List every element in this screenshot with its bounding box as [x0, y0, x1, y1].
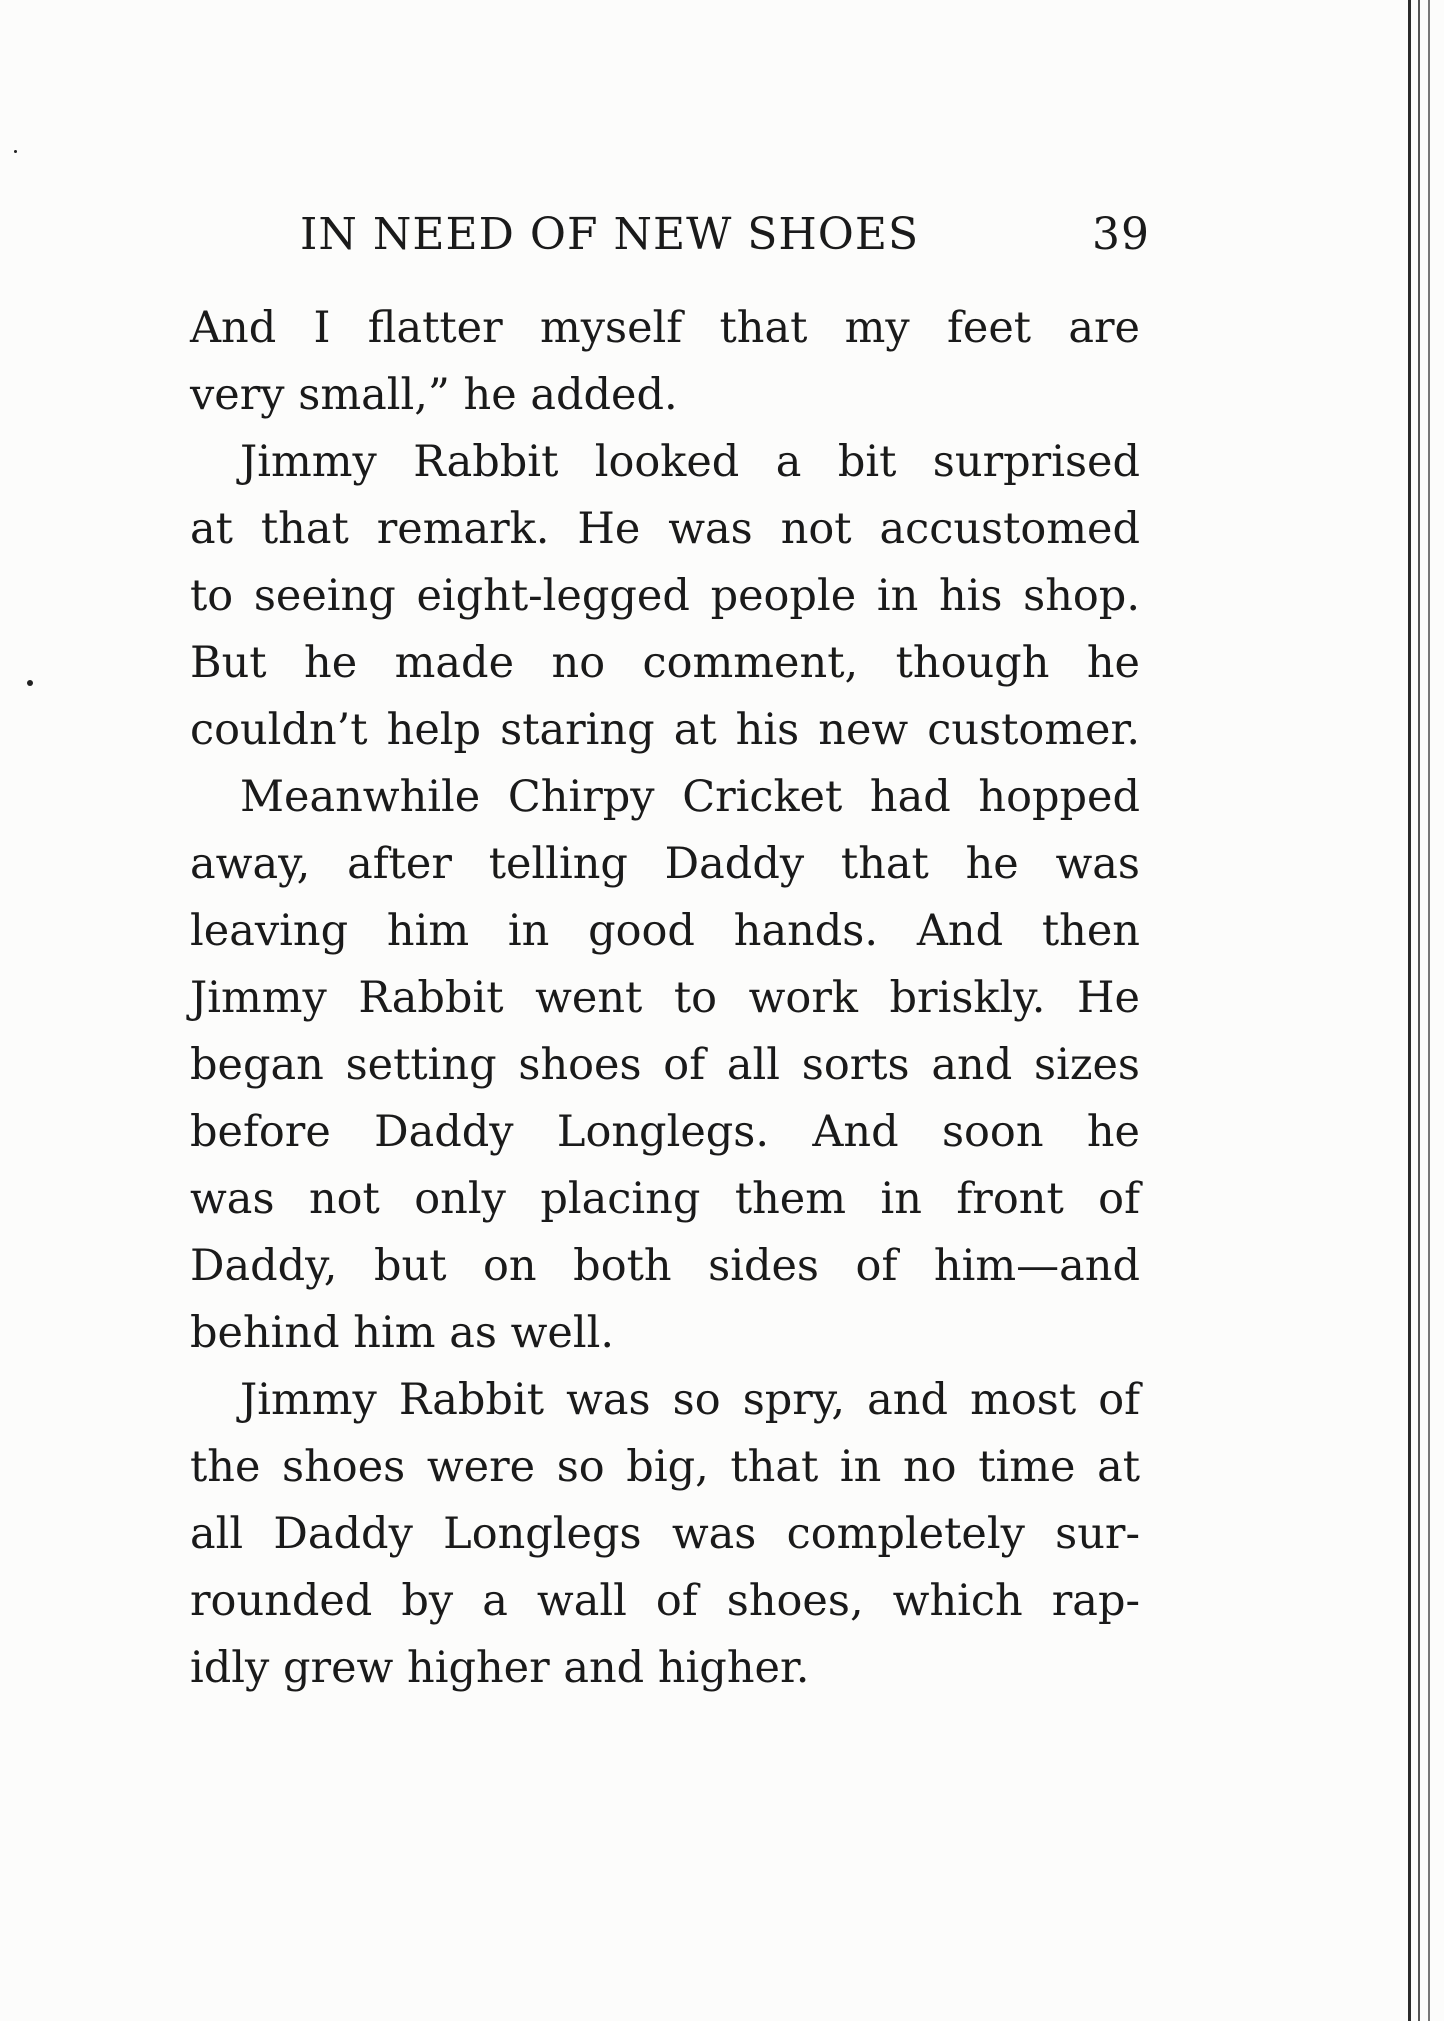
page-edge-line — [1408, 0, 1411, 2021]
page-number: 39 — [1092, 209, 1150, 260]
text-line: Jimmy Rabbit looked a bit surprised — [240, 437, 1140, 487]
text-line: very small,” he added. — [190, 370, 678, 420]
text-line: at that remark. He was not accustomed — [190, 504, 1140, 554]
text-line: Jimmy Rabbit was so spry, and most of — [240, 1375, 1140, 1425]
text-line: And I flatter myself that my feet are — [190, 303, 1140, 353]
page-edge-line — [1428, 0, 1430, 2021]
text-line: Daddy, but on both sides of him—and — [190, 1241, 1140, 1291]
body-text — [190, 295, 1140, 1702]
text-line: away, after telling Daddy that he was — [190, 839, 1140, 889]
text-line: idly grew higher and higher. — [190, 1643, 810, 1693]
text-line: But he made no comment, though he — [190, 638, 1140, 688]
text-line: couldn’t help staring at his new customer. — [190, 705, 1140, 755]
text-line: all Daddy Longlegs was completely sur- — [190, 1509, 1140, 1559]
text-line: to seeing eight-legged people in his shop. — [190, 571, 1140, 621]
text-line: rounded by a wall of shoes, which rap- — [190, 1576, 1140, 1626]
scan-speck — [14, 150, 17, 153]
text-line: before Daddy Longlegs. And soon he — [190, 1107, 1140, 1157]
running-head — [300, 205, 1150, 265]
text-line: behind him as well. — [190, 1308, 614, 1358]
text-line: began setting shoes of all sorts and sizes — [190, 1040, 1140, 1090]
text-line: leaving him in good hands. And then — [190, 906, 1140, 956]
scan-speck — [27, 680, 33, 686]
text-line: Jimmy Rabbit went to work briskly. He — [190, 973, 1140, 1023]
text-line: was not only placing them in front of — [190, 1174, 1140, 1224]
text-line: the shoes were so big, that in no time at — [190, 1442, 1140, 1492]
text-line: Meanwhile Chirpy Cricket had hopped — [240, 772, 1140, 822]
running-head-title: IN NEED OF NEW SHOES — [300, 209, 920, 260]
page-edge-line — [1418, 0, 1420, 2021]
